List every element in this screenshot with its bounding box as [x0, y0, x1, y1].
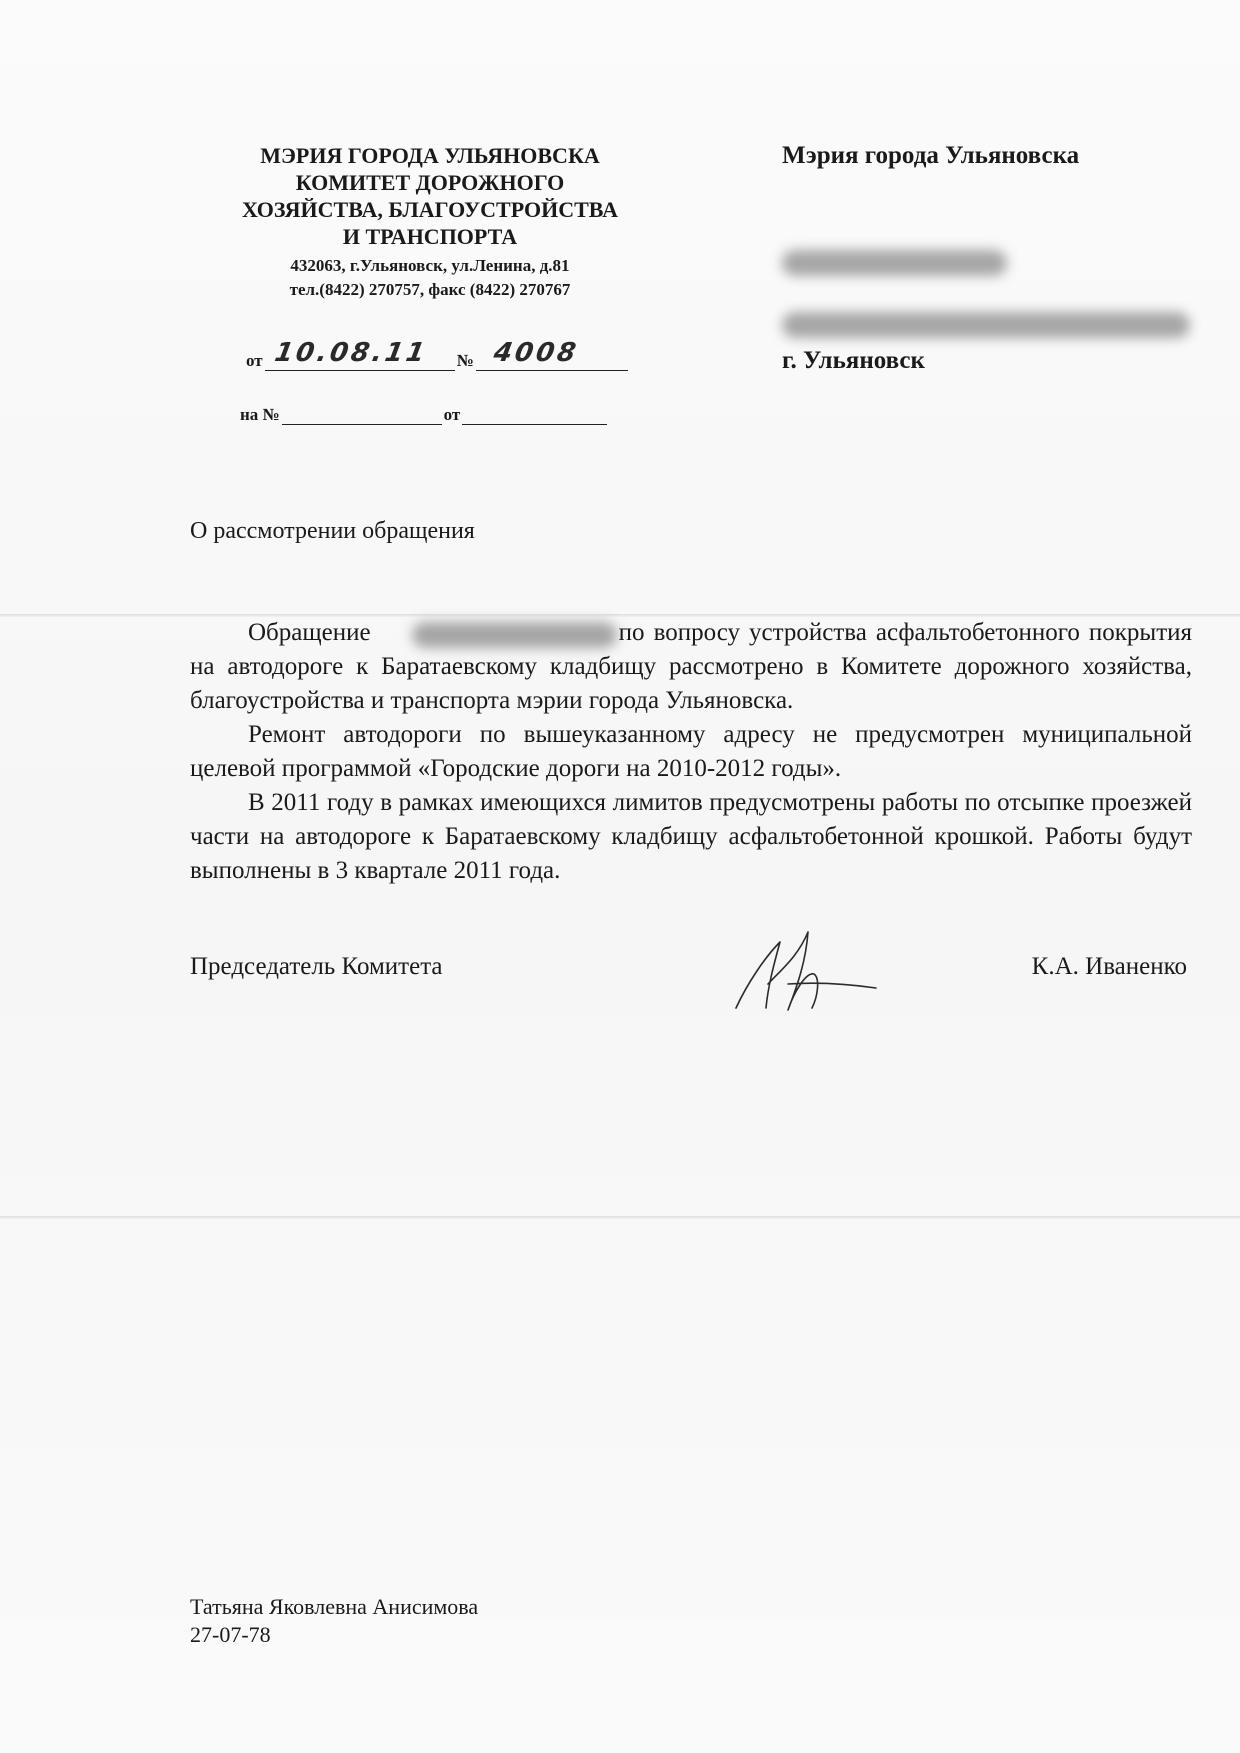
fold-line	[0, 1216, 1240, 1219]
in-reply-from-label: от	[443, 405, 461, 424]
sender-letterhead	[180, 142, 680, 302]
number-label: №	[456, 351, 474, 370]
in-reply-label: на №	[240, 405, 280, 424]
incoming-reference	[240, 400, 609, 425]
sender-phone: тел.(8422) 270757, факс (8422) 270767	[289, 280, 571, 299]
redacted-recipient-name	[782, 250, 1007, 276]
signatory-name: К.А. Иваненко	[1031, 953, 1187, 980]
handwritten-signature	[728, 912, 878, 1022]
sender-org-line: КОМИТЕТ ДОРОЖНОГО	[295, 170, 565, 195]
date-label: от	[246, 351, 263, 370]
date-handwritten: 10.08.11	[271, 338, 430, 368]
body-paragraph: Обращение по вопросу устройства асфальтобетонного покрытия на автодороге к Баратаевскому кладбищу рассмотрено в Комитете дорожного хозяйства, благоустройства и транспорта мэрии города Ульяновска.	[190, 619, 1193, 714]
executor-phone: 27-07-78	[190, 1622, 271, 1647]
in-reply-number-field	[282, 400, 442, 425]
sender-org-line: И ТРАНСПОРТА	[342, 224, 518, 249]
body-paragraph: В 2011 году в рамках имеющихся лимитов предусмотрены работы по отсыпке проезжей части на автодороге к Баратаевскому кладбищу асфальтобетонной крошкой. Работы будут выполнены в 3 квартале 2011 года.	[190, 789, 1192, 884]
in-reply-date-field	[462, 400, 607, 425]
sender-address: 432063, г.Ульяновск, ул.Ленина, д.81	[290, 256, 570, 275]
signatory-title: Председатель Комитета	[190, 953, 443, 980]
letter-body	[190, 616, 1192, 888]
redacted-recipient-address	[782, 312, 1190, 338]
letter-subject: О рассмотрении обращения	[190, 518, 475, 544]
executor-info	[190, 1593, 478, 1649]
recipient-city: г. Ульяновск	[782, 347, 925, 374]
date-field	[265, 338, 455, 371]
sender-org-line: ХОЗЯЙСТВА, БЛАГОУСТРОЙСТВА	[242, 197, 618, 222]
number-handwritten: 4008	[491, 338, 581, 368]
sender-org-line: МЭРИЯ ГОРОДА УЛЬЯНОВСКА	[260, 143, 600, 168]
number-field	[476, 338, 628, 371]
outgoing-reference	[246, 338, 630, 371]
recipient-org: Мэрия города Ульяновска	[782, 142, 1080, 169]
executor-name: Татьяна Яковлевна Анисимова	[190, 1594, 479, 1619]
body-paragraph: Ремонт автодороги по вышеуказанному адресу не предусмотрен муниципальной целевой программой «Городские дороги на 2010-2012 годы».	[190, 721, 1192, 782]
